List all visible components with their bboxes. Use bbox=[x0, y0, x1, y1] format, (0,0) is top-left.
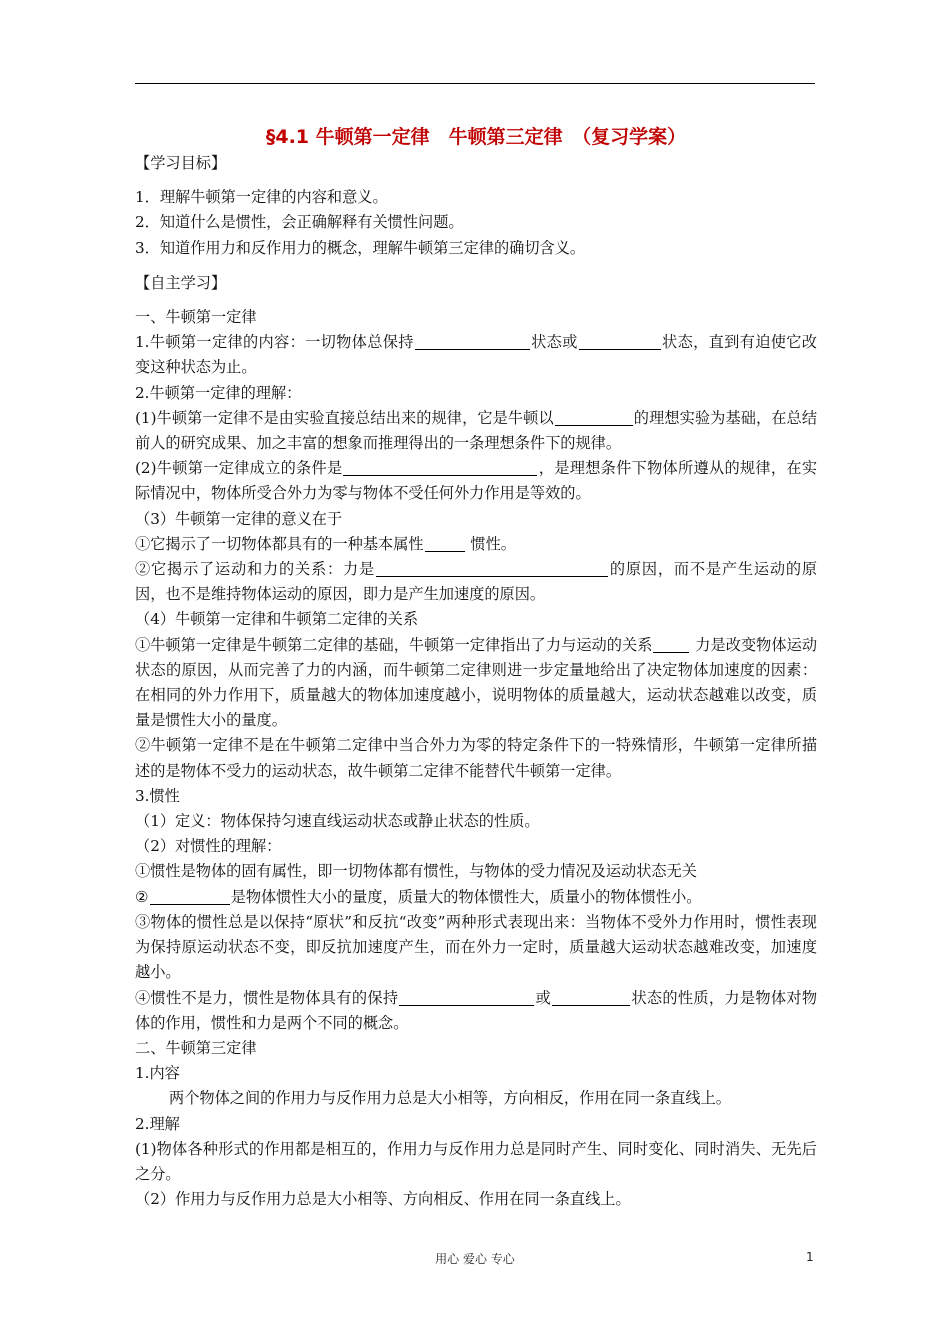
fill-blank[interactable] bbox=[425, 535, 465, 552]
paragraph-ideal-experiment: (1)牛顿第一定律不是由实验直接总结出来的规律，它是牛顿以 的理想实验为基础，在总结前人的研究成果、加之丰富的想象而推理得出的一条理想条件下的规律。 bbox=[135, 408, 818, 453]
paragraph-inertia-3: ③物体的惯性总是以保持“原状”和反抗“改变”两种形式表现出来：当物体不受外力作用时，惯性表现为保持原运动状态不变，即反抗加速度产生，而在外力一定时，质量越大运动状态越难改变，加速度越小。 bbox=[135, 912, 817, 982]
fill-blank[interactable] bbox=[579, 333, 661, 350]
header-rule bbox=[135, 83, 815, 84]
paragraph-property: ①它揭示了一切物体都具有的一种基本属性 惯性。 bbox=[135, 534, 516, 553]
paragraph-inertia-definition: （1）定义：物体保持匀速直线运动状态或静止状态的性质。 bbox=[135, 812, 540, 831]
fill-blank[interactable] bbox=[376, 560, 608, 577]
paragraph-relation-2: ②牛顿第一定律不是在牛顿第二定律中当合外力为零的特定条件下的一特殊情形，牛顿第一定律所描述的是物体不受力的运动状态，故牛顿第二定律不能替代牛顿第一定律。 bbox=[135, 736, 817, 780]
page-footer: 用心 爱心 专心 bbox=[435, 1252, 515, 1266]
fill-blank[interactable] bbox=[399, 989, 534, 1006]
section-heading-first-law: 一、牛顿第一定律 bbox=[135, 308, 257, 327]
section-heading-goals: 【学习目标】 bbox=[135, 154, 227, 172]
fill-blank[interactable] bbox=[150, 888, 230, 905]
goal-item: 3．知道作用力和反作用力的概念，理解牛顿第三定律的确切含义。 bbox=[135, 238, 586, 257]
paragraph-content: 1.牛顿第一定律的内容：一切物体总保持 状态或 状态，直到有迫使它改变这种状态为止。 bbox=[135, 333, 817, 377]
paragraph-inertia-2: ② 是物体惯性大小的量度，质量大的物体惯性大，质量小的物体惯性小。 bbox=[135, 887, 702, 906]
paragraph-understanding: 2.牛顿第一定律的理解： bbox=[135, 383, 302, 402]
paragraph-third-content-label: 1.内容 bbox=[135, 1064, 180, 1083]
paragraph-inertia: 3.惯性 bbox=[135, 786, 180, 805]
paragraph-force-motion: ②它揭示了运动和力的关系：力是 的原因，而不是产生运动的原因，也不是维持物体运动的原因，即力是产生加速度的原因。 bbox=[135, 560, 817, 604]
paragraph-relation-1: ①牛顿第一定律是牛顿第二定律的基础，牛顿第一定律指出了力与运动的关系 力是改变物体运动状态的原因，从而完善了力的内涵，而牛顿第二定律则进一步定量地给出了决定物体加速度的因素：在相同的外力作用下，质量越大的物体加速度越小，说明物体的质量越大，运动状态越难以改变，质量是惯性大小的量度。 bbox=[135, 635, 818, 730]
paragraph-inertia-understanding: （2）对惯性的理解： bbox=[135, 837, 282, 856]
paragraph-third-2: （2）作用力与反作用力总是大小相等、方向相反、作用在同一条直线上。 bbox=[135, 1190, 631, 1209]
page-title: §4.1 牛顿第一定律 牛顿第三定律 （复习学案） bbox=[265, 126, 687, 148]
section-heading-third-law: 二、牛顿第三定律 bbox=[135, 1038, 257, 1057]
page-number: 1 bbox=[806, 1250, 814, 1264]
paragraph-significance: （3）牛顿第一定律的意义在于 bbox=[135, 509, 343, 528]
document-body bbox=[135, 124, 817, 1212]
paragraph-relation: （4）牛顿第一定律和牛顿第二定律的关系 bbox=[135, 610, 419, 629]
paragraph-inertia-4: ④惯性不是力，惯性是物体具有的保持 或 状态的性质，力是物体对物体的作用，惯性和力是两个不同的概念。 bbox=[135, 988, 818, 1032]
fill-blank[interactable] bbox=[555, 409, 633, 426]
fill-blank[interactable] bbox=[552, 989, 630, 1006]
goal-item: 2．知道什么是惯性，会正确解释有关惯性问题。 bbox=[135, 213, 464, 232]
paragraph-inertia-1: ①惯性是物体的固有属性，即一切物体都有惯性，与物体的受力情况及运动状态无关 bbox=[135, 862, 697, 881]
fill-blank[interactable] bbox=[343, 459, 537, 476]
paragraph-third-1: (1)物体各种形式的作用都是相互的，作用力与反作用力总是同时产生、同时变化、同时消失、无先后之分。 bbox=[135, 1139, 817, 1183]
goal-item: 1．理解牛顿第一定律的内容和意义。 bbox=[135, 188, 388, 207]
fill-blank[interactable] bbox=[415, 333, 530, 350]
paragraph-third-content: 两个物体之间的作用力与反作用力总是大小相等，方向相反，作用在同一条直线上。 bbox=[169, 1089, 731, 1108]
paragraph-third-understanding: 2.理解 bbox=[135, 1114, 180, 1133]
paragraph-condition: (2)牛顿第一定律成立的条件是 ，是理想条件下物体所遵从的规律，在实际情况中，物体所受合外力为零与物体不受任何外力作用是等效的。 bbox=[135, 459, 818, 503]
fill-blank[interactable] bbox=[653, 636, 689, 653]
section-heading-self-study: 【自主学习】 bbox=[135, 273, 227, 292]
